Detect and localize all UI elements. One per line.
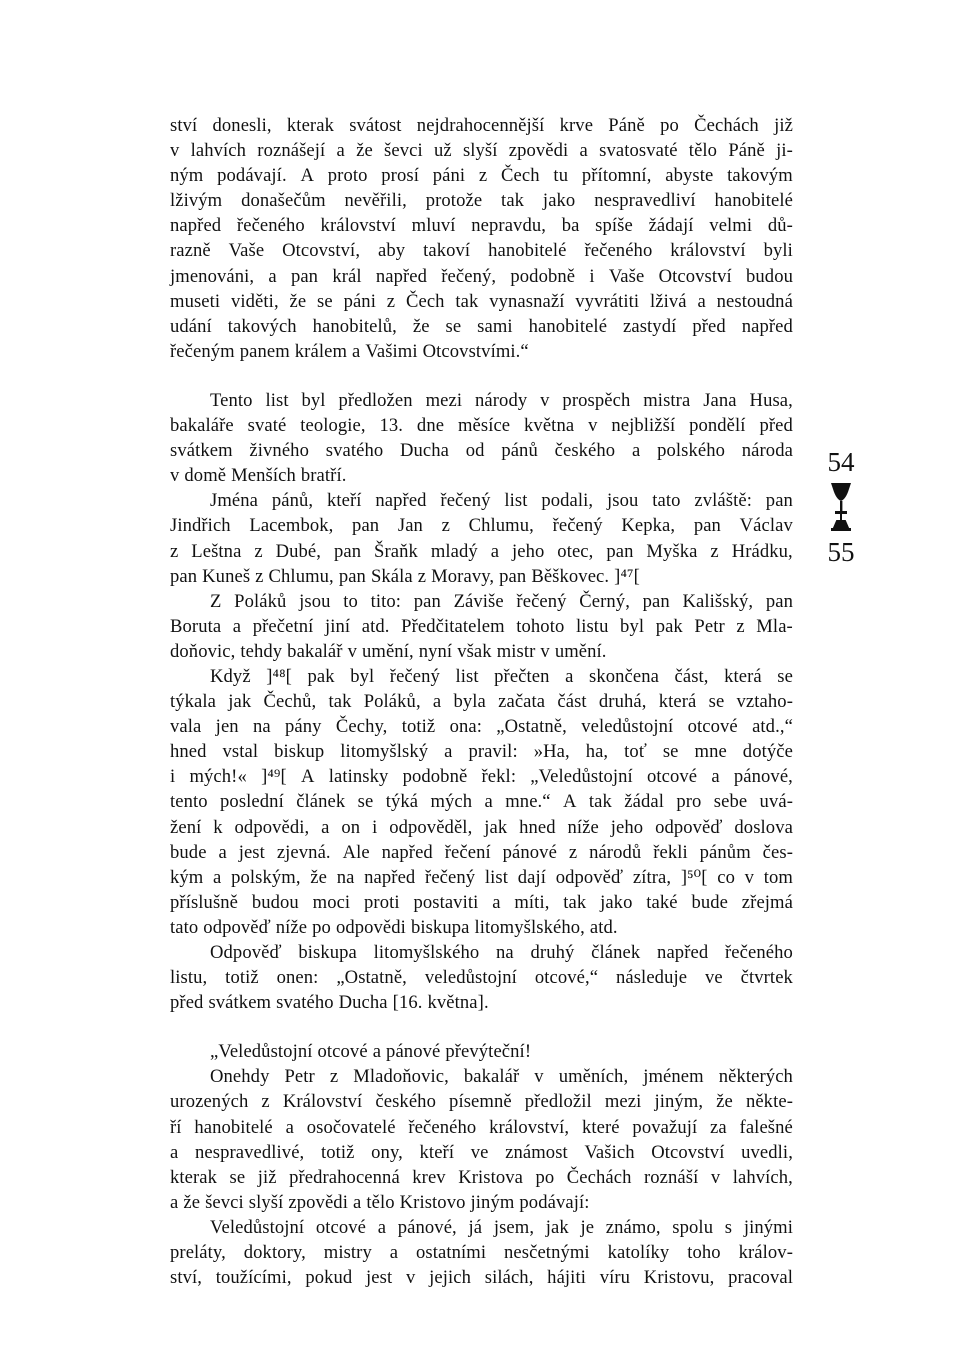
text-line: Jména pánů, kteří napřed řečený list podali, jsou tato zvláště: pan (210, 490, 793, 512)
text-line: kým a polským, že na napřed řečený list dají odpověď zítra, ]⁵⁰[ co v tom (170, 866, 793, 888)
page-marker (816, 447, 866, 567)
text-line: kterak se již předrahocenná krev Kristova po Čechách roznáší v lahvích, (170, 1166, 793, 1188)
text-line: tato odpověď níže po odpovědi biskupa litomyšlského, atd. (170, 916, 618, 938)
text-line: Boruta a přečetní jiní atd. Předčitatelem tohoto listu byl pak Petr z Mla- (170, 615, 793, 637)
text-line: bude a jest zjevná. Ale napřed řečení pánové z národů řekli pánům čes- (170, 841, 793, 863)
text-line: a nespravedlivé, totiž ony, kteří ve známost Vašich Otcovství uvedli, (170, 1141, 793, 1163)
text-line: svátkem živného svatého Ducha od pánů českého a polského národa (170, 440, 793, 462)
text-line: i mých!« ]⁴⁹[ A latinsky podobně řekl: „Veledůstojní otcové a pánové, (170, 766, 793, 788)
text-line: týkala jak Čechů, tak Poláků, a byla začata část druhá, která se vztaho- (170, 691, 793, 713)
paragraph (170, 488, 793, 588)
text-line: lživým donašečům nevěřili, protože tak jako nespravedliví hanobitelé (170, 190, 793, 212)
text-line: Když ]⁴⁸[ pak byl řečený list přečten a skončena část, která se (210, 665, 793, 687)
text-line: Z Poláků jsou to tito: pan Záviše řečený Černý, pan Kališský, pan (210, 590, 793, 612)
text-line: před svátkem svatého Ducha [16. května]. (170, 992, 489, 1014)
text-line: urozených z Království českého písemně předložil mezi jiným, že někte- (170, 1091, 793, 1113)
text-line: Onehdy Petr z Mladoňovic, bakalář v uměních, jménem některých (210, 1066, 793, 1088)
text-line: jmenováni, a pan král napřed řečený, podobně i Vaše Otcovství budou (170, 265, 793, 287)
text-line: preláty, doktory, mistry a ostatními nesčetnými katolíky toho králov- (170, 1242, 793, 1264)
text-line: Veledůstojní otcové a pánové, já jsem, jak je známo, spolu s jinými (210, 1216, 793, 1238)
paragraph (170, 113, 793, 364)
paragraph (170, 664, 793, 940)
paragraph (170, 1215, 793, 1290)
paragraph (170, 589, 793, 664)
text-line: udání takových hanobitelů, že se sami hanobitelé zastydí před napřed (170, 315, 793, 337)
paragraph (170, 1064, 793, 1215)
page-number-right: 55 (827, 537, 855, 567)
text-line: žení k odpovědi, a on i odpověděl, jak hned níže jeho odpověď doslova (170, 816, 793, 838)
text-line: a že ševci slyší zpovědi a tělo Kristovo jiným podávají: (170, 1191, 590, 1213)
chalice-icon (829, 481, 853, 533)
text-line: vala jen na pány Čechy, totiž ona: „Ostatně, veledůstojní otcové atd.,“ (170, 716, 793, 738)
text-line: z Leštna z Dubé, pan Šraňk mladý a jeho otec, pan Myška z Hrádku, (170, 540, 793, 562)
text-line: řečeným panem králem a Vašimi Otcovstvími.“ (170, 340, 529, 362)
text-line: ří hanobitelé a osočovatelé řečeného království, které považují za falešné (170, 1116, 793, 1138)
text-line: „Veledůstojní otcové a pánové převýteční! (210, 1041, 532, 1063)
text-line: Tento list byl předložen mezi národy v prospěch mistra Jana Husa, (210, 389, 793, 411)
paragraph (170, 388, 793, 488)
paragraph-gap (170, 1015, 793, 1039)
text-line: příslušně budou moci proti postaviti a míti, tak jako také bude zřejmá (170, 891, 793, 913)
text-line: razně Vaše Otcovství, aby takoví hanobitelé řečeného království byli (170, 240, 793, 262)
text-line: napřed řečeného království mluví nepravdu, ba spíše žádají velmi dů- (170, 215, 793, 237)
text-line: v domě Menších bratří. (170, 465, 347, 487)
text-line: pan Kuneš z Chlumu, pan Skála z Moravy, pan Běškovec. ]⁴⁷[ (170, 565, 640, 587)
text-line: museti viděti, že se páni z Čech tak vynasnaží vyvrátiti lživá a nestoudná (170, 290, 793, 312)
text-line: tento poslední článek se týká mých a mne.“ A tak žádal pro sebe uvá- (170, 791, 793, 813)
page-number-left: 54 (827, 447, 855, 477)
paragraph-gap (170, 364, 793, 388)
text-line: bakaláře svaté teologie, 13. dne měsíce května v nejbližší pondělí před (170, 415, 793, 437)
text-line: hned vstal biskup litomyšlský a pravil: »Ha, ha, toť se mne dotýče (170, 741, 793, 763)
text-line: v lahvích roznášejí a že ševci už slyší zpovědi a svatosvaté tělo Páně ji- (170, 140, 793, 162)
text-line: ství donesli, kterak svátost nejdrahocennější krve Páně po Čechách již (170, 115, 793, 136)
paragraph (170, 1039, 793, 1064)
paragraph (170, 940, 793, 1015)
text-line: listu, totiž onen: „Ostatně, veledůstojní otcové,“ následuje ve čtvrtek (170, 967, 793, 989)
body-text (170, 113, 793, 1290)
text-line: ství, toužícími, pokud jest v jejich silách, hájiti víru Kristovu, pracoval (170, 1267, 793, 1289)
text-line: Jindřich Lacembok, pan Jan z Chlumu, řečený Kepka, pan Václav (170, 515, 793, 537)
text-line: ným podávají. A proto prosí páni z Čech tu přítomní, abyste takovým (170, 165, 793, 187)
text-line: doňovic, tehdy bakalář v umění, nyní však mistr v umění. (170, 640, 607, 662)
text-line: Odpověď biskupa litomyšlského na druhý článek napřed řečeného (210, 942, 793, 963)
